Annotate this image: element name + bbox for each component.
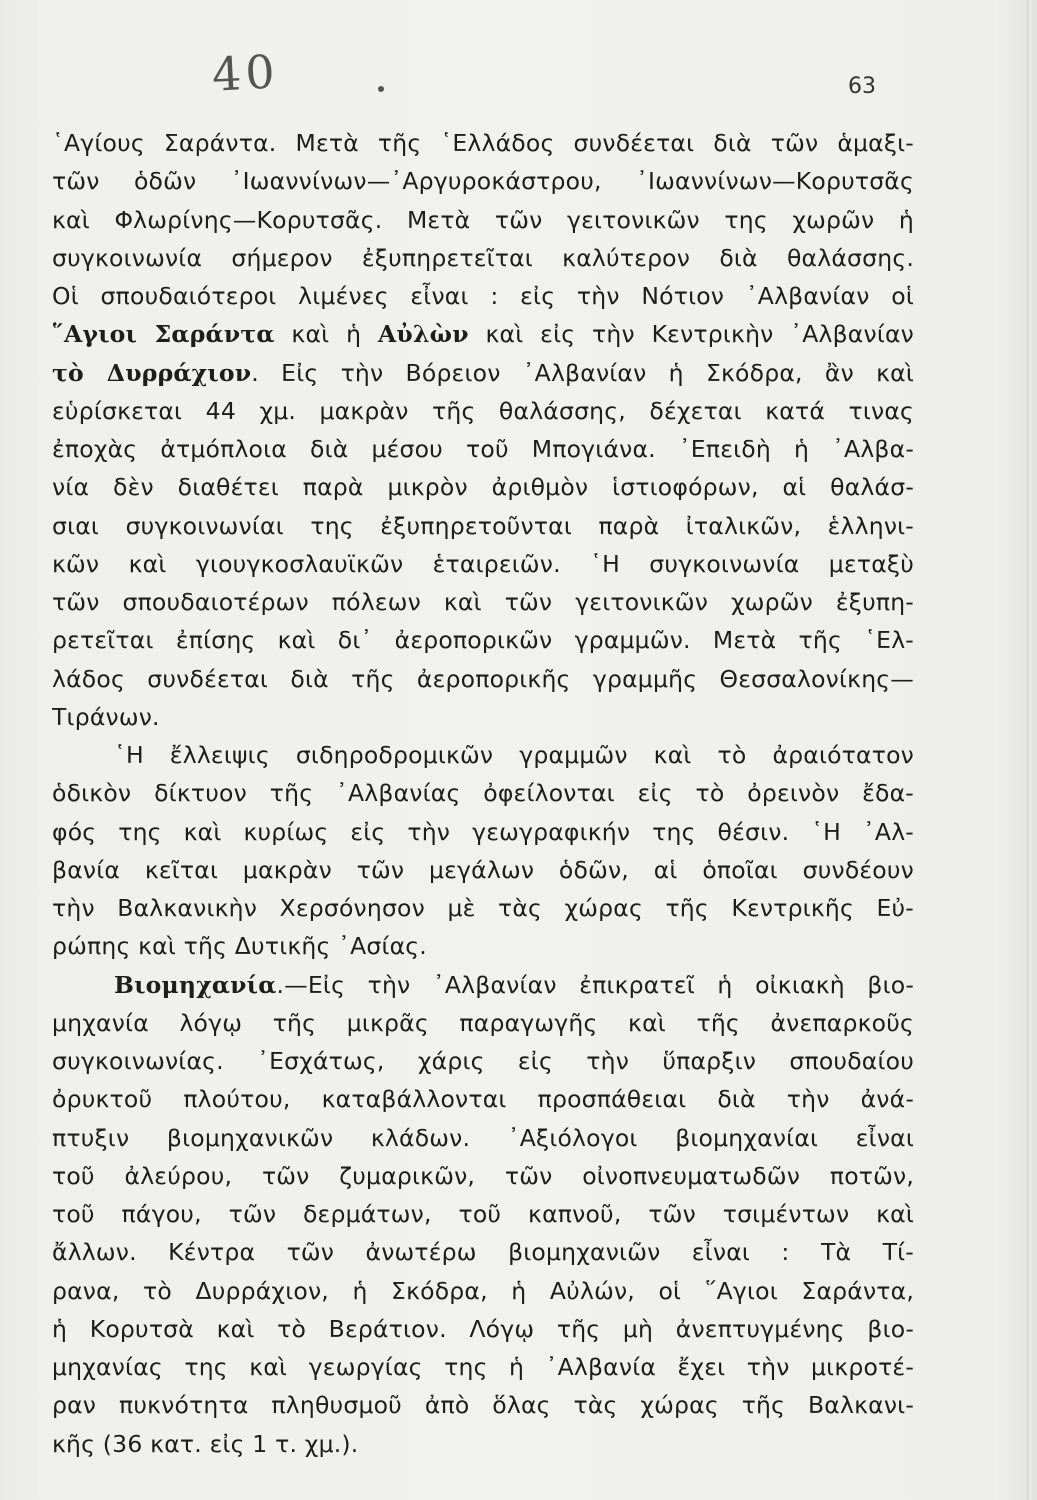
text-line: τοῦ ἀλεύρου, τῶν ζυμαρικῶν, τῶν οἰνοπνευματωδῶν ποτῶν, [52, 1161, 914, 1190]
bold-term: ῞Αγιοι Σαράντα [52, 320, 275, 349]
text-line: τῶν ὁδῶν ᾿Ιωαννίνων—᾿Αργυροκάστρου, ᾿Ιωαννίνων—Κορυτσᾶς [52, 167, 914, 196]
text-line: τὴν Βαλκανικὴν Χερσόνησον μὲ τὰς χώρας τῆς Κεντρικῆς Εὐ- [52, 894, 914, 922]
text-line: κῆς (36 κατ. εἰς 1 τ. χμ.). [52, 1429, 359, 1458]
text-line: Οἱ σπουδαιότεροι λιμένες εἶναι : εἰς τὴν Νότιον ᾿Αλβανίαν οἱ [52, 282, 914, 310]
text-fragment: καὶ ἡ [274, 320, 378, 349]
text-line [52, 354, 914, 392]
text-line: τῶν σπουδαιοτέρων πόλεων καὶ τῶν γειτονικῶν χωρῶν ἐξυπη- [52, 588, 914, 616]
text-line: ἐποχὰς ἀτμόπλοια διὰ μέσου τοῦ Μπογιάνα. ᾿Επειδὴ ἡ ᾿Αλβα- [52, 435, 914, 463]
text-line: φός της καὶ κυρίως εἰς τὴν γεωγραφικήν της θέσιν. ῾Η ᾿Αλ- [52, 817, 914, 846]
text-line: σιαι συγκοινωνίαι της ἐξυπηρετοῦνται παρὰ ἰταλικῶν, ἑλληνι- [52, 511, 914, 540]
body-text [52, 124, 914, 1463]
text-line: ρετεῖται ἐπίσης καὶ δι᾿ ἀεροπορικῶν γραμμῶν. Μετὰ τῆς ῾Ελ- [52, 626, 914, 655]
text-line: πτυξιν βιομηχανικῶν κλάδων. ᾿Αξιόλογοι βιομηχανίαι εἶναι [52, 1123, 914, 1152]
text-fragment: καὶ εἰς τὴν Κεντρικὴν ᾿Αλβανίαν [468, 320, 914, 349]
text-line [52, 966, 914, 1004]
handwritten-page-mark: 40 [210, 44, 280, 102]
bold-term: Αὐλὼν [378, 320, 469, 349]
ink-dot [378, 86, 384, 92]
text-line: συγκοινωνίας. ᾿Εσχάτως, χάρις εἰς τὴν ὕπαρξιν σπουδαίου [52, 1047, 914, 1075]
text-line: ῾Η ἔλλειψις σιδηροδρομικῶν γραμμῶν καὶ τὸ ἀραιότατον [114, 741, 914, 769]
text-line: μηχανία λόγῳ τῆς μικρᾶς παραγωγῆς καὶ τῆς ἀνεπαρκοῦς [52, 1008, 914, 1037]
bold-term: Βιομηχανία [114, 970, 277, 999]
text-line: ὀρυκτοῦ πλούτου, καταβάλλονται προσπάθειαι διὰ τὴν ἀνά- [52, 1085, 914, 1114]
text-line: ῾Αγίους Σαράντα. Μετὰ τῆς ῾Ελλάδος συνδέεται διὰ τῶν ἁμαξι- [52, 129, 914, 157]
text-line: καὶ Φλωρίνης—Κορυτσᾶς. Μετὰ τῶν γειτονικῶν της χωρῶν ἡ [52, 205, 914, 234]
text-fragment: . Εἰς τὴν Βόρειον ᾿Αλβανίαν ἡ Σκόδρα, ἂν καὶ [251, 358, 914, 387]
text-line: βανία κεῖται μακρὰν τῶν μεγάλων ὁδῶν, αἱ ὁποῖαι συνδέουν [52, 855, 914, 884]
page-number: 63 [848, 74, 876, 99]
text-line: συγκοινωνία σήμερον ἐξυπηρετεῖται καλύτερον διὰ θαλάσσης. [52, 243, 914, 272]
text-line: μηχανίας της καὶ γεωργίας της ἡ ᾿Αλβανία ἔχει τὴν μικροτέ- [52, 1353, 914, 1381]
bold-term: τὸ Δυρράχιον [52, 358, 252, 387]
text-line [52, 315, 914, 353]
text-line: Τιράνων. [52, 702, 160, 731]
text-line: κῶν καὶ γιουγκοσλαυϊκῶν ἑταιρειῶν. ῾Η συγκοινωνία μεταξὺ [52, 549, 914, 578]
text-line: ἄλλων. Κέντρα τῶν ἀνωτέρω βιομηχανιῶν εἶναι : Τὰ Τί- [52, 1238, 914, 1267]
text-line: λάδος συνδέεται διὰ τῆς ἀεροπορικῆς γραμμῆς Θεσσαλονίκης— [52, 664, 914, 693]
text-line: ραν πυκνότητα πληθυσμοῦ ἀπὸ ὅλας τὰς χώρας τῆς Βαλκανι- [52, 1391, 914, 1420]
text-line: εὑρίσκεται 44 χμ. μακρὰν τῆς θαλάσσης, δέχεται κατά τινας [52, 396, 914, 425]
text-line: ὁδικὸν δίκτυον τῆς ᾿Αλβανίας ὀφείλονται εἰς τὸ ὀρεινὸν ἔδα- [52, 779, 914, 808]
text-line: νία δὲν διαθέτει παρὰ μικρὸν ἀριθμὸν ἱστιοφόρων, αἱ θαλάσ- [52, 473, 914, 502]
text-line: ἡ Κορυτσὰ καὶ τὸ Βεράτιον. Λόγῳ τῆς μὴ ἀνεπτυγμένης βιο- [52, 1314, 914, 1343]
text-line: τοῦ πάγου, τῶν δερμάτων, τοῦ καπνοῦ, τῶν τσιμέντων καὶ [52, 1200, 914, 1228]
text-line: ρανα, τὸ Δυρράχιον, ἡ Σκόδρα, ἡ Αὐλών, οἱ ῞Αγιοι Σαράντα, [52, 1276, 914, 1305]
text-line: ρώπης καὶ τῆς Δυτικῆς ᾿Ασίας. [52, 932, 427, 961]
text-fragment: .—Εἰς τὴν ᾿Αλβανίαν ἐπικρατεῖ ἡ οἰκιακὴ βιο- [276, 970, 914, 999]
page-edge-shadow [1027, 0, 1031, 1500]
